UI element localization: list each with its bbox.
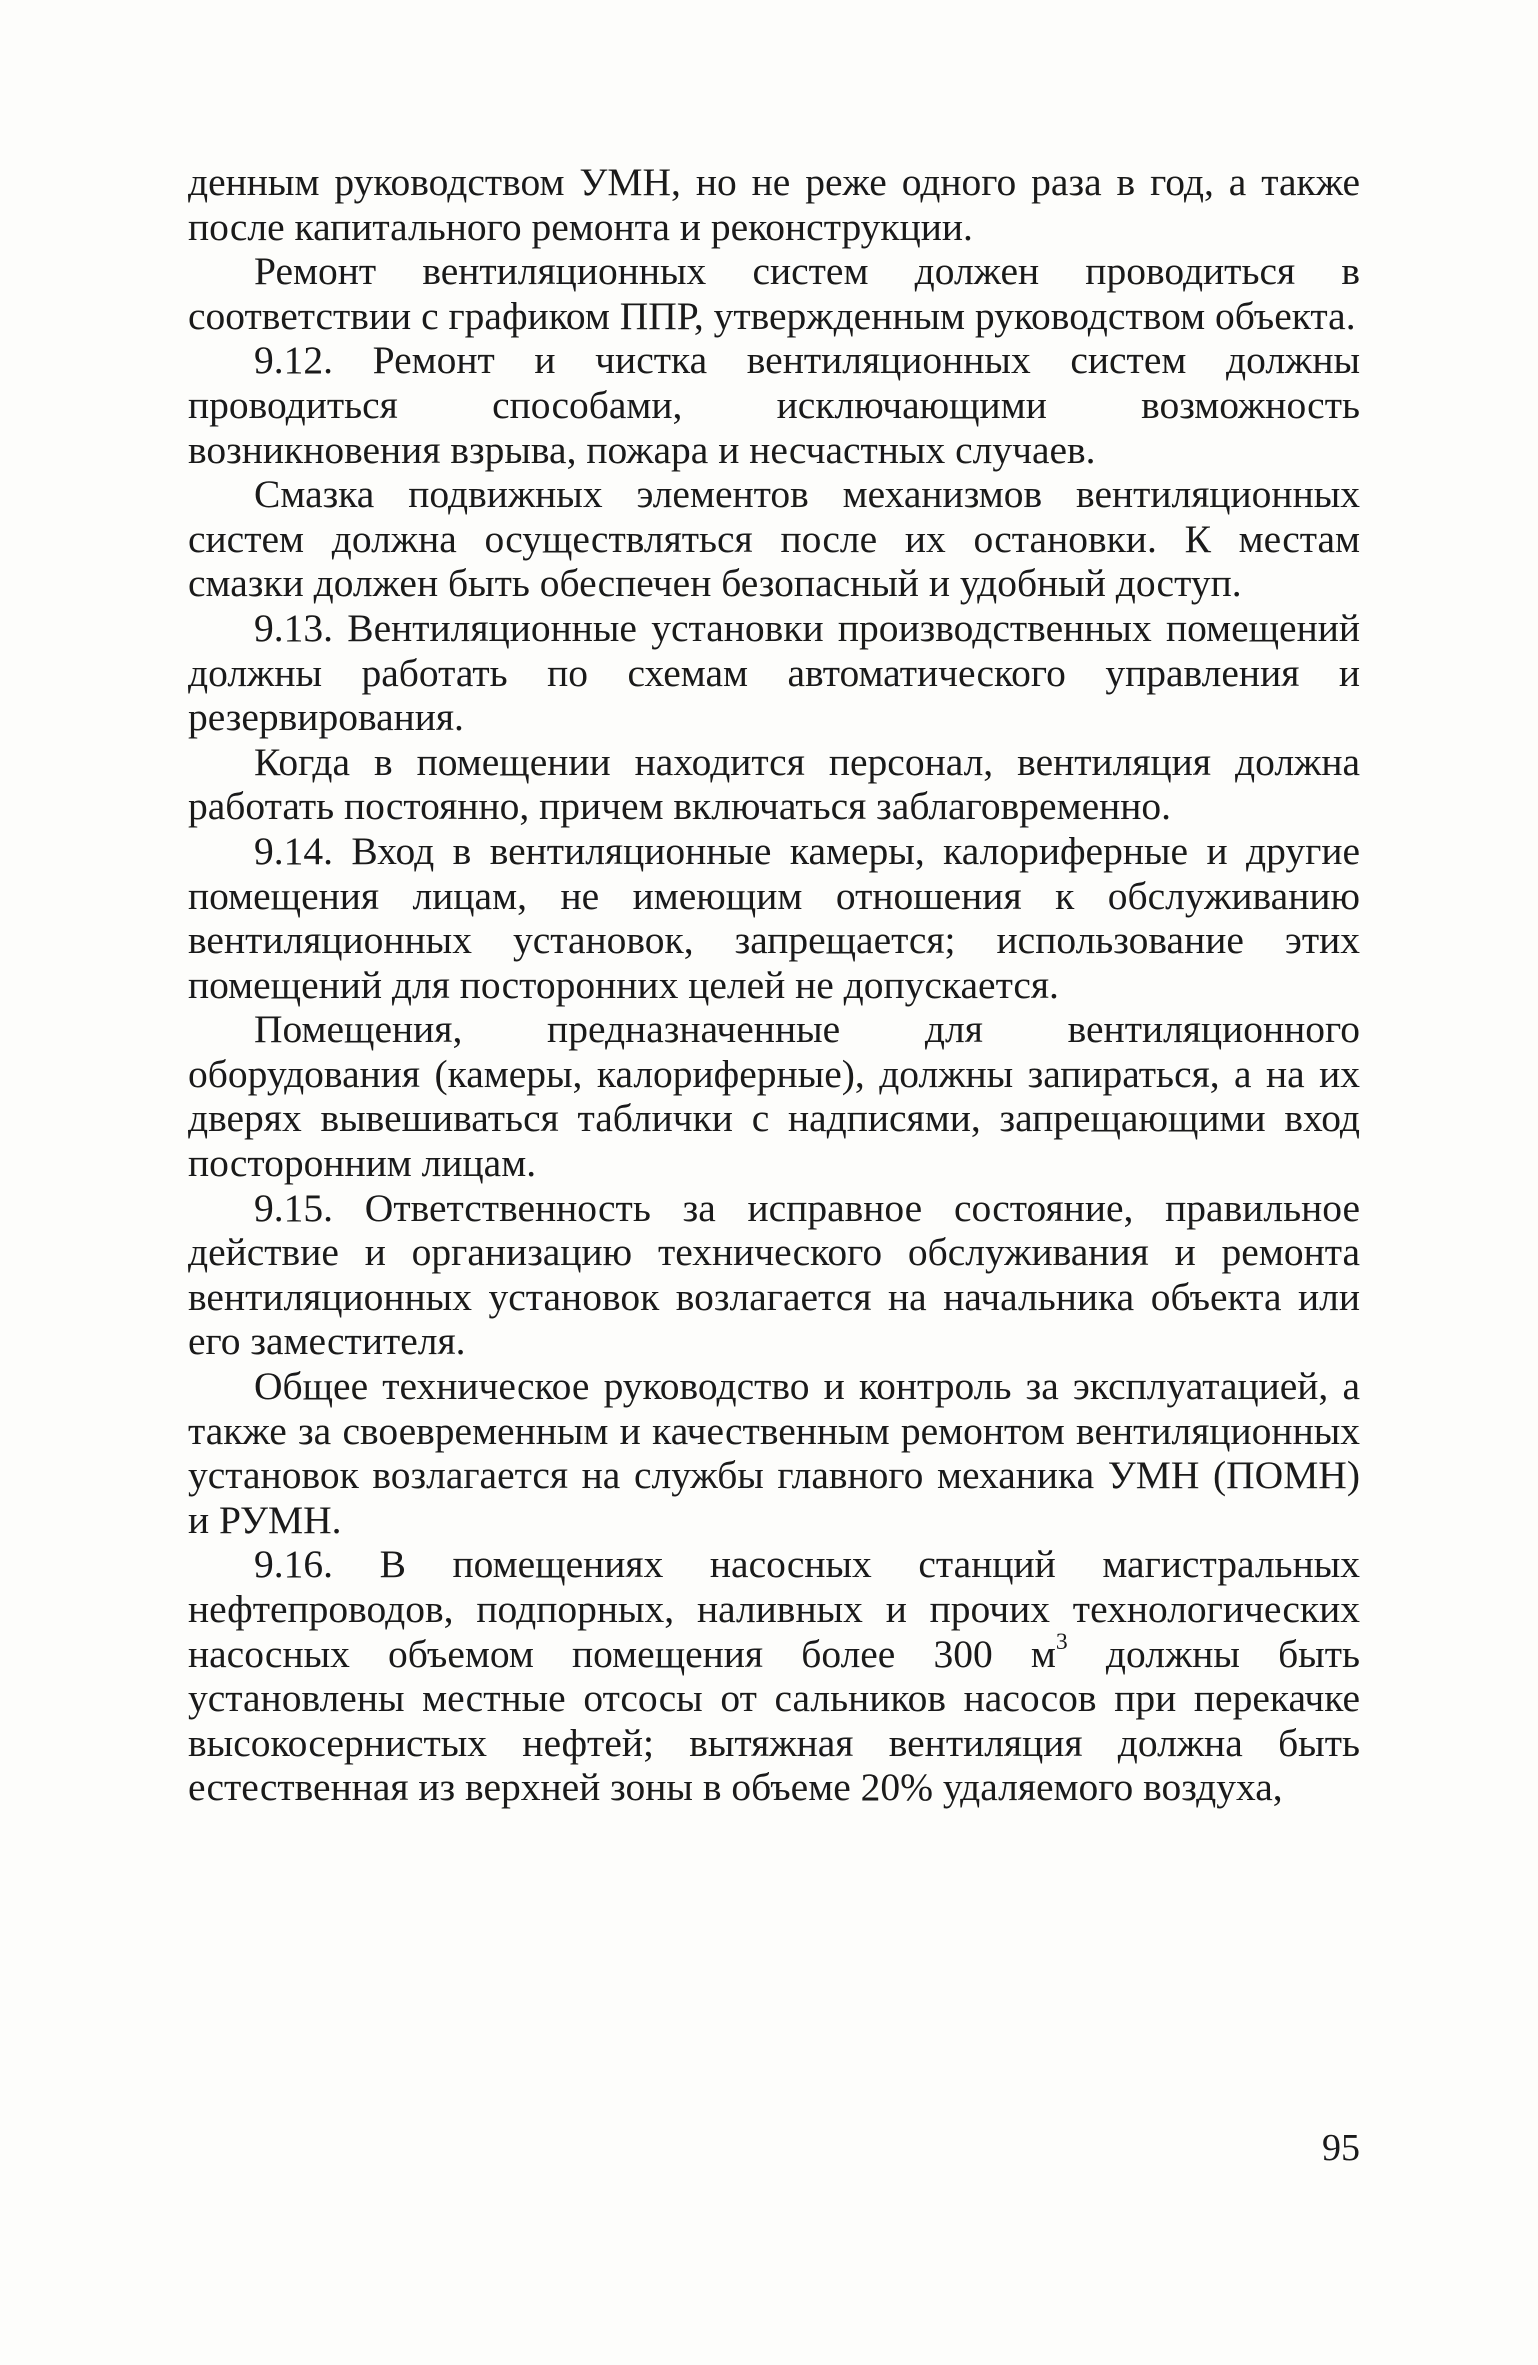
paragraph-9-14: 9.14. Вход в вентиляционные камеры, калориферные и другие помещения лицам, не имеющим отношения к обслуживанию вентиляционных установок, запрещается; использование этих помещений для посторонних целей не допускается. (188, 828, 1360, 1007)
paragraph-personnel: Когда в помещении находится персонал, вентиляция должна работать постоянно, причем включаться заблаговременно. (188, 739, 1360, 829)
paragraph-lubrication: Смазка подвижных элементов механизмов вентиляционных систем должна осуществляться после их остановки. К местам смазки должен быть обеспечен безопасный и удобный доступ. (188, 472, 1360, 606)
paragraph-9-12: 9.12. Ремонт и чистка вентиляционных систем должны проводиться способами, исключающими возможность возникновения взрыва, пожара и несчастных случаев. (188, 338, 1360, 472)
paragraph-9-16-part2: должны быть установлены местные отсосы от сальников насосов при перекачке высокосернистых нефтей; вытяжная вентиляция должна быть естественная из верхней зоны в объеме 20% удаляемого воздуха, (188, 1631, 1360, 1810)
paragraph-9-13: 9.13. Вентиляционные установки производственных помещений должны работать по схемам автоматического управления и резервирования. (188, 605, 1360, 740)
paragraph-9-16 (188, 1542, 1360, 1810)
paragraph-repair-schedule: Ремонт вентиляционных систем должен проводиться в соответствии с графиком ППР, утвержденным руководством объекта. (188, 249, 1360, 338)
page-number: 95 (1322, 2127, 1360, 2169)
paragraph-general-management: Общее техническое руководство и контроль за эксплуатацией, а также за своевременным и качественным ремонтом вентиляционных установок возлагается на службы главного механика УМН (ПОМН) и РУМН. (188, 1364, 1360, 1542)
superscript-cubic: 3 (1055, 1628, 1068, 1655)
body-text (188, 160, 1360, 1810)
paragraph-9-16-part1: 9.16. В помещениях насосных станций магистральных нефтепроводов, подпорных, наливных и прочих технологических насосных объемом помещения более 300 м (188, 1542, 1360, 1676)
paragraph-continuation: денным руководством УМН, но не реже одного раза в год, а также после капитального ремонта и реконструкции. (188, 160, 1360, 249)
paragraph-9-15: 9.15. Ответственность за исправное состояние, правильное действие и организацию технического обслуживания и ремонта вентиляционных установок возлагается на начальника объекта или его заместителя. (188, 1185, 1360, 1364)
paragraph-premises: Помещения, предназначенные для вентиляционного оборудования (камеры, калориферные), должны запираться, а на их дверях вывешиваться таблички с надписями, запрещающими вход посторонним лицам. (188, 1007, 1360, 1186)
